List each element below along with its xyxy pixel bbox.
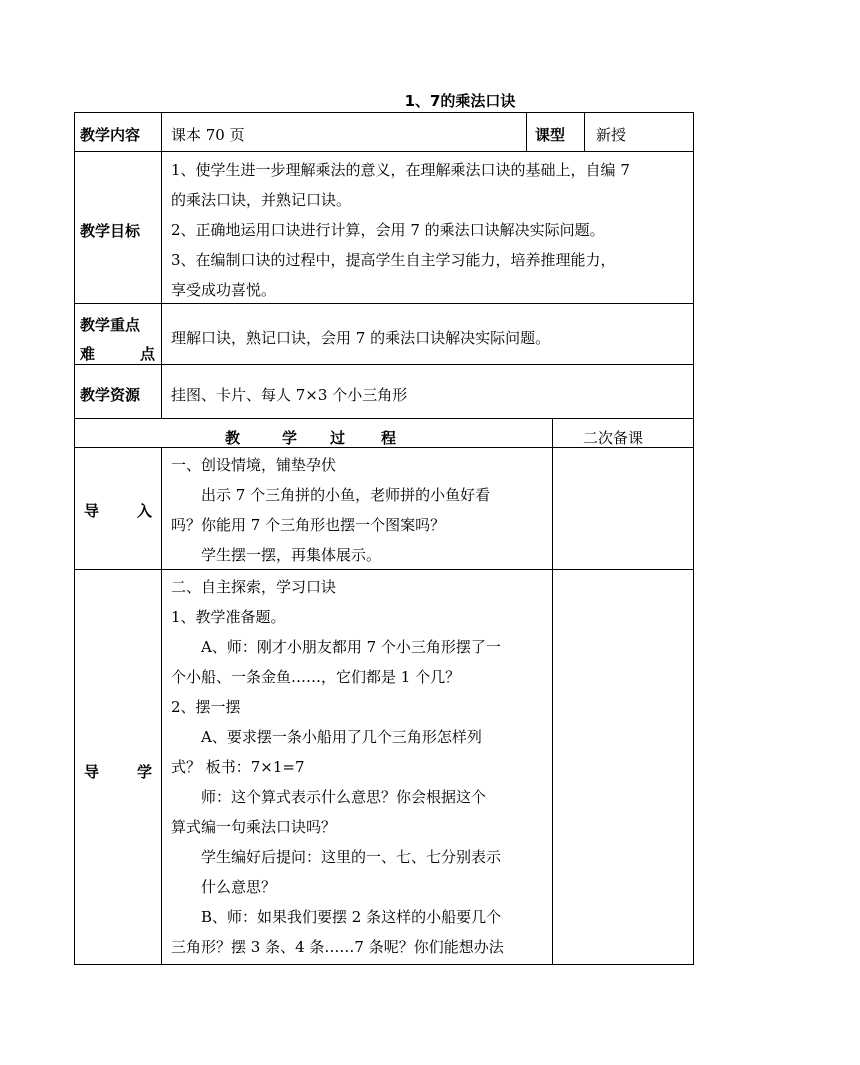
intro-label-a: 导	[84, 502, 100, 520]
guide-line: 2、摆一摆	[171, 698, 241, 716]
resources-label: 教学资源	[80, 386, 141, 404]
objective-line: 2、正确地运用口诀进行计算，会用 7 的乘法口诀解决实际问题。	[171, 221, 605, 239]
process-header-char: 程	[381, 429, 397, 447]
key-points-value: 理解口诀，熟记口诀，会用 7 的乘法口诀解决实际问题。	[171, 329, 551, 347]
guide-line: 式？ 板书：7×1=7	[171, 758, 305, 776]
resources-value: 挂图、卡片、每人 7×3 个小三角形	[171, 386, 408, 404]
guide-line: 算式编一句乘法口诀吗？	[171, 818, 337, 836]
guide-line: A、师：刚才小朋友都用 7 个小三角形摆了一	[201, 638, 501, 656]
guide-line: 1、教学准备题。	[171, 608, 286, 626]
content-label: 教学内容	[80, 126, 141, 144]
guide-line: 什么意思？	[201, 878, 277, 896]
page-title: 1、7的乘法口诀	[404, 92, 516, 110]
objectives-label: 教学目标	[80, 222, 141, 240]
guide-text	[171, 572, 504, 962]
guide-line: B、师：如果我们要摆 2 条这样的小船要几个	[201, 908, 502, 926]
objective-line: 1、使学生进一步理解乘法的意义，在理解乘法口诀的基础上，自编 7	[171, 161, 630, 179]
guide-line: 三角形？摆 3 条、4 条……7 条呢？你们能想办法	[171, 938, 504, 956]
objectives-text	[171, 155, 630, 305]
difficulty-label-a: 难	[80, 345, 96, 363]
guide-line: 师：这个算式表示什么意思？你会根据这个	[201, 788, 487, 806]
second-prep-header: 二次备课	[583, 429, 644, 447]
intro-line: 学生摆一摆，再集体展示。	[201, 546, 382, 564]
objective-line: 享受成功喜悦。	[171, 281, 277, 299]
guide-label-a: 导	[84, 763, 100, 781]
guide-line: 个小船、一条金鱼……，它们都是 1 个几？	[171, 668, 461, 686]
guide-line: 学生编好后提问：这里的一、七、七分别表示	[201, 848, 502, 866]
guide-line: A、要求摆一条小船用了几个三角形怎样列	[201, 728, 482, 746]
intro-label-b: 入	[137, 502, 153, 520]
objective-line: 的乘法口诀，并熟记口诀。	[171, 191, 352, 209]
intro-line: 一、创设情境，铺垫孕伏	[171, 456, 337, 474]
content-value: 课本 70 页	[171, 126, 245, 144]
lesson-type-value: 新授	[596, 126, 627, 144]
intro-line: 吗？你能用 7 个三角形也摆一个图案吗？	[171, 516, 446, 534]
difficulty-label-b: 点	[140, 345, 156, 363]
objective-line: 3、在编制口诀的过程中，提高学生自主学习能力，培养推理能力，	[171, 251, 616, 269]
process-header-char: 教	[225, 429, 241, 447]
lesson-type-label: 课型	[535, 126, 566, 144]
process-header-char: 学	[282, 429, 298, 447]
intro-line: 出示 7 个三角拼的小鱼，老师拼的小鱼好看	[201, 486, 491, 504]
intro-text	[171, 450, 490, 570]
guide-line: 二、自主探索，学习口诀	[171, 578, 337, 596]
key-points-label: 教学重点	[80, 316, 141, 334]
guide-label-b: 学	[137, 763, 153, 781]
process-header-char: 过	[330, 429, 346, 447]
